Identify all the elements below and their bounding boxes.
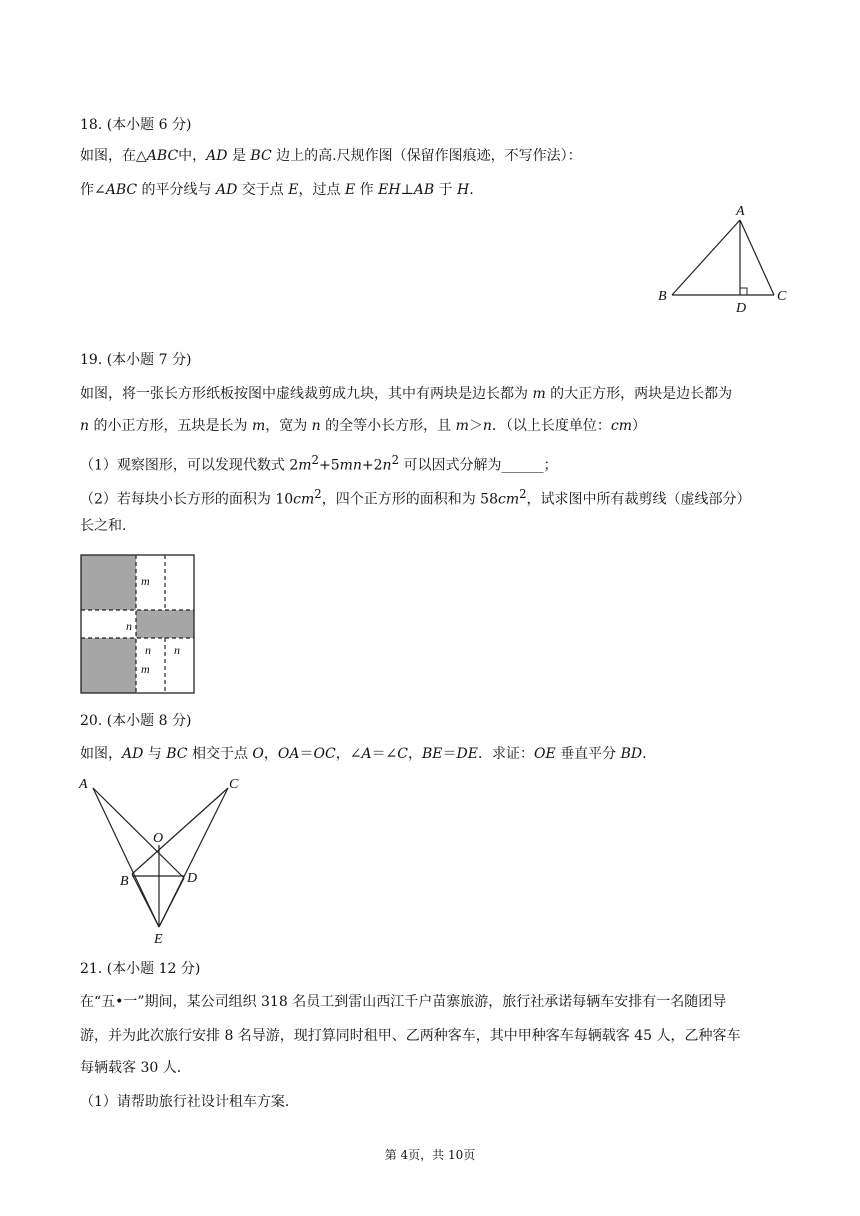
q20-title: 20. (本小题 8 分): [80, 713, 192, 729]
q20-geometry-figure: [75, 772, 255, 952]
label-n-bottom-2: n: [174, 643, 180, 657]
segment-be: [132, 874, 159, 927]
right-angle-mark: [740, 288, 747, 295]
q19-part1: （1）观察图形，可以发现代数式 $2m^2+5mn+2n^2$ 可以因式分解为______；: [80, 453, 558, 474]
label-c: C: [777, 289, 787, 304]
q18-text-line1: 如图，在△ABC中，AD 是 BC 边上的高.尺规作图（保留作图痕迹，不写作法）：: [80, 148, 582, 164]
large-square-bottom: [81, 638, 136, 693]
label-d: D: [187, 871, 198, 886]
q18-title: 18. (本小题 6 分): [80, 117, 192, 133]
label-c: C: [229, 777, 239, 792]
large-square-top: [81, 555, 136, 610]
segment-ac: [740, 220, 774, 295]
q21-text-line1: 在“五•一”期间，某公司组织 318 名员工到雷山西江千户苗寨旅游，旅行社承诺每辆车安排有一名随团导: [80, 994, 727, 1010]
q21-text-line2: 游，并为此次旅行安排 8 名导游，现打算同时租甲、乙两种客车，其中甲种客车每辆载客 45 人，乙种客车: [80, 1028, 741, 1044]
segment-ab: [672, 220, 740, 295]
q19-title: 19. (本小题 7 分): [80, 352, 192, 368]
q20-text-line1: 如图，AD 与 BC 相交于点 O，OA＝OC，∠A＝∠C，BE＝DE．求证：OE 垂直平分 BD.: [80, 746, 647, 762]
q19-part2-line2: 长之和.: [80, 518, 127, 534]
segment-de: [159, 878, 184, 927]
q19-part2-line1: （2）若每块小长方形的面积为 $10cm^2$，四个正方形的面积和为 $58cm^2$，试求图中所有裁剪线（虚线部分）: [80, 487, 751, 508]
segment-cb: [132, 788, 228, 874]
q21-title: 21. (本小题 12 分): [80, 961, 201, 977]
label-e: E: [154, 932, 163, 947]
label-d: D: [736, 301, 747, 316]
label-b: B: [658, 289, 667, 304]
segment-ad: [93, 788, 184, 878]
q19-paper-figure: [80, 554, 196, 695]
q21-text-line3: 每辆载客 30 人.: [80, 1060, 182, 1076]
label-m-bottom: m: [141, 662, 150, 676]
small-square-middle: [136, 610, 194, 638]
q21-part1: （1）请帮助旅行社设计租车方案.: [80, 1094, 290, 1110]
q19-text-line2: n 的小正方形，五块是长为 m，宽为 n 的全等小长方形，且 m＞n．（以上长度单位：cm）: [80, 418, 647, 434]
label-n-bottom-1: n: [145, 643, 151, 657]
label-a: A: [79, 777, 88, 792]
label-o: O: [153, 831, 164, 846]
label-b: B: [120, 874, 129, 889]
segment-ae: [93, 788, 159, 927]
label-a: A: [736, 204, 745, 219]
label-n-middle: n: [126, 619, 132, 633]
q19-text-line1: 如图，将一张长方形纸板按图中虚线裁剪成九块，其中有两块是边长都为 m 的大正方形，两块是边长都为: [80, 386, 733, 402]
label-m-top: m: [141, 574, 150, 588]
q18-text-line2: 作∠ABC 的平分线与 AD 交于点 E，过点 E 作 EH⊥AB 于 H.: [80, 182, 474, 198]
page-number: 第 4页，共 10页: [384, 1148, 476, 1162]
q18-triangle-figure: [650, 200, 800, 320]
